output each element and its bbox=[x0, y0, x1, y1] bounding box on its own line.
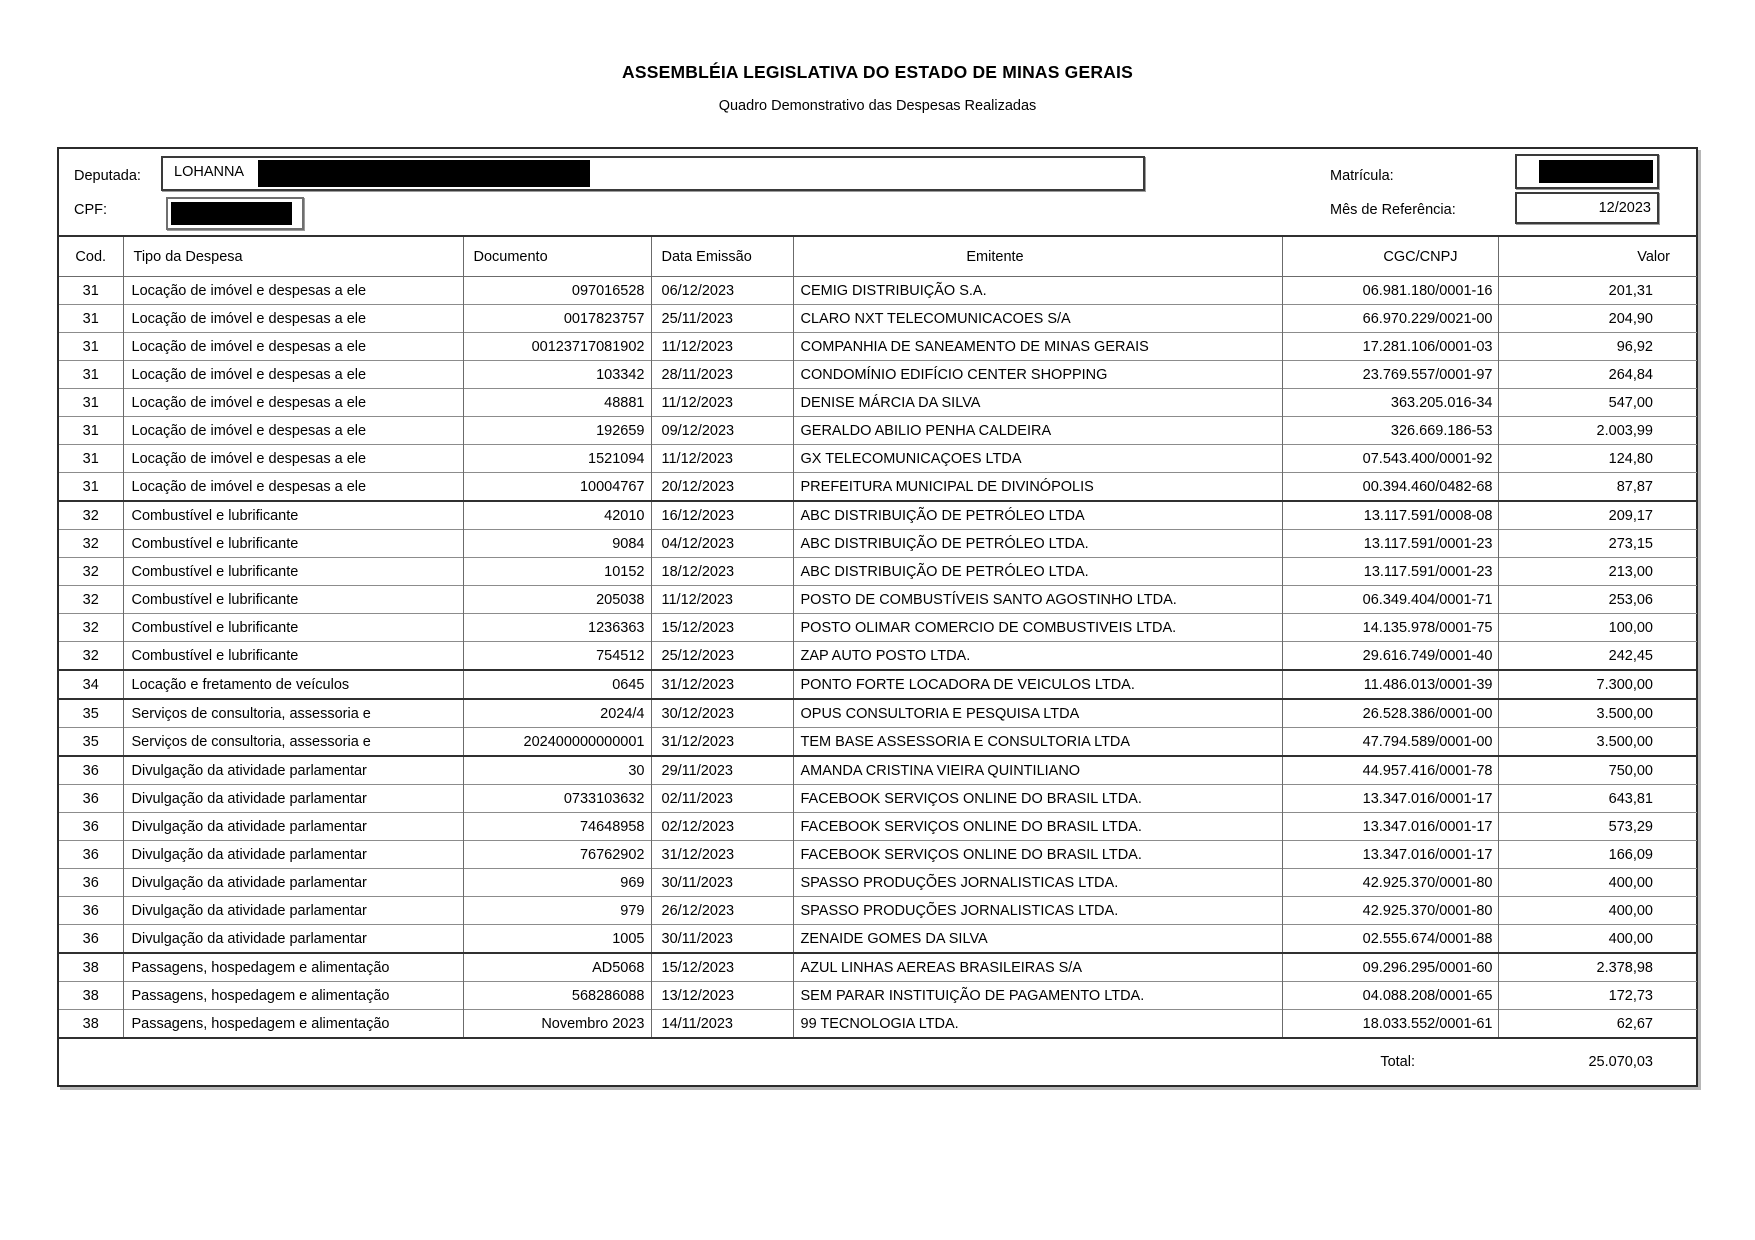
cell-documento: 1521094 bbox=[463, 445, 651, 473]
cell-cgc-cnpj: 11.486.013/0001-39 bbox=[1282, 670, 1498, 699]
cell-cgc-cnpj: 06.349.404/0001-71 bbox=[1282, 586, 1498, 614]
cell-tipo: Divulgação da atividade parlamentar bbox=[123, 813, 463, 841]
cell-data-emissao: 13/12/2023 bbox=[651, 982, 793, 1010]
cell-documento: 1005 bbox=[463, 925, 651, 954]
cell-cgc-cnpj: 26.528.386/0001-00 bbox=[1282, 699, 1498, 728]
table-row bbox=[59, 417, 1697, 445]
cell-cod: 31 bbox=[82, 282, 99, 299]
cell-valor: 2.378,98 bbox=[1498, 953, 1697, 982]
column-header-cgc-cnpj: CGC/CNPJ bbox=[1282, 236, 1498, 277]
cell-emitente: SPASSO PRODUÇÕES JORNALISTICAS LTDA. bbox=[793, 897, 1282, 925]
table-row bbox=[59, 305, 1697, 333]
cell-emitente: 99 TECNOLOGIA LTDA. bbox=[793, 1010, 1282, 1039]
cell-valor: 573,29 bbox=[1498, 813, 1697, 841]
cell-tipo: Combustível e lubrificante bbox=[123, 501, 463, 530]
table-row bbox=[59, 586, 1697, 614]
cell-cgc-cnpj: 13.347.016/0001-17 bbox=[1282, 841, 1498, 869]
cell-cod: 36 bbox=[59, 897, 123, 925]
matricula-redaction-box bbox=[1539, 160, 1653, 183]
cell-documento: 76762902 bbox=[463, 841, 651, 869]
cell-cod: 38 bbox=[59, 982, 123, 1010]
cell-cod: 35 bbox=[59, 728, 123, 757]
cell-emitente: FACEBOOK SERVIÇOS ONLINE DO BRASIL LTDA. bbox=[793, 841, 1282, 869]
cell-tipo: Locação de imóvel e despesas a ele bbox=[123, 445, 463, 473]
cell-cod: 32 bbox=[59, 530, 123, 558]
cell-documento: AD5068 bbox=[463, 953, 651, 982]
cell-cod: 32 bbox=[59, 614, 123, 642]
cell-emitente: POSTO OLIMAR COMERCIO DE COMBUSTIVEIS LTDA. bbox=[793, 614, 1282, 642]
total-row bbox=[59, 1038, 1697, 1085]
deputada-redaction-box bbox=[258, 160, 590, 187]
cell-valor: 213,00 bbox=[1498, 558, 1697, 586]
cell-data-emissao: 29/11/2023 bbox=[651, 756, 793, 785]
table-row bbox=[59, 445, 1697, 473]
cell-data-emissao: 20/12/2023 bbox=[651, 473, 793, 502]
cell-tipo: Combustível e lubrificante bbox=[123, 642, 463, 671]
cell-valor: 166,09 bbox=[1498, 841, 1697, 869]
cell-data-emissao: 15/12/2023 bbox=[651, 953, 793, 982]
cell-valor: 264,84 bbox=[1498, 361, 1697, 389]
table-row bbox=[59, 728, 1697, 757]
cpf-redaction-box bbox=[171, 202, 292, 225]
page-subtitle: Quadro Demonstrativo das Despesas Realizadas bbox=[718, 98, 1037, 114]
table-row bbox=[59, 614, 1697, 642]
cell-data-emissao: 31/12/2023 bbox=[651, 670, 793, 699]
cell-cod: 31 bbox=[59, 473, 123, 502]
cell-cgc-cnpj: 44.957.416/0001-78 bbox=[1282, 756, 1498, 785]
cell-tipo: Combustível e lubrificante bbox=[123, 530, 463, 558]
table-row bbox=[59, 361, 1697, 389]
column-header-tipo: Tipo da Despesa bbox=[123, 236, 463, 277]
cell-data-emissao: 25/11/2023 bbox=[651, 305, 793, 333]
cell-cgc-cnpj: 14.135.978/0001-75 bbox=[1282, 614, 1498, 642]
cell-tipo: Locação de imóvel e despesas a ele bbox=[123, 473, 463, 502]
cell-cod: 35 bbox=[59, 699, 123, 728]
expenses-table-body bbox=[59, 277, 1697, 1039]
table-row bbox=[59, 813, 1697, 841]
cell-tipo: Serviços de consultoria, assessoria e bbox=[123, 728, 463, 757]
cell-data-emissao: 30/12/2023 bbox=[651, 699, 793, 728]
column-header-documento: Documento bbox=[463, 236, 651, 277]
cell-valor: 62,67 bbox=[1498, 1010, 1697, 1039]
table-row bbox=[59, 699, 1697, 728]
cell-emitente: GERALDO ABILIO PENHA CALDEIRA bbox=[793, 417, 1282, 445]
cell-tipo: Locação de imóvel e despesas a ele bbox=[123, 389, 463, 417]
cell-emitente: ZENAIDE GOMES DA SILVA bbox=[793, 925, 1282, 954]
table-row bbox=[59, 869, 1697, 897]
cell-cod: 32 bbox=[59, 558, 123, 586]
cell-tipo: Divulgação da atividade parlamentar bbox=[123, 869, 463, 897]
cell-emitente: TEM BASE ASSESSORIA E CONSULTORIA LTDA bbox=[793, 728, 1282, 757]
cell-cod: 31 bbox=[59, 305, 123, 333]
cell-tipo: Locação de imóvel e despesas a ele bbox=[123, 417, 463, 445]
column-header-data-emissao: Data Emissão bbox=[651, 236, 793, 277]
table-row bbox=[59, 982, 1697, 1010]
cell-tipo: Passagens, hospedagem e alimentação bbox=[123, 1010, 463, 1039]
cell-documento: Novembro 2023 bbox=[463, 1010, 651, 1039]
cell-data-emissao: 02/11/2023 bbox=[651, 785, 793, 813]
cell-cgc-cnpj: 13.347.016/0001-17 bbox=[1282, 785, 1498, 813]
cell-data-emissao: 28/11/2023 bbox=[651, 361, 793, 389]
cell-data-emissao: 31/12/2023 bbox=[651, 841, 793, 869]
cell-cgc-cnpj: 02.555.674/0001-88 bbox=[1282, 925, 1498, 954]
cell-emitente: ZAP AUTO POSTO LTDA. bbox=[793, 642, 1282, 671]
cell-valor: 3.500,00 bbox=[1498, 728, 1697, 757]
cell-emitente: PREFEITURA MUNICIPAL DE DIVINÓPOLIS bbox=[793, 473, 1282, 502]
table-row bbox=[59, 670, 1697, 699]
cell-cod: 32 bbox=[59, 501, 123, 530]
cell-tipo: Divulgação da atividade parlamentar bbox=[123, 841, 463, 869]
cell-documento: 205038 bbox=[463, 586, 651, 614]
table-row bbox=[59, 756, 1697, 785]
cell-cod: 36 bbox=[59, 869, 123, 897]
table-row bbox=[59, 473, 1697, 502]
cell-documento: 754512 bbox=[463, 642, 651, 671]
deputada-value: LOHANNA bbox=[174, 164, 245, 180]
column-header-valor: Valor bbox=[1498, 236, 1697, 277]
cell-emitente: ABC DISTRIBUIÇÃO DE PETRÓLEO LTDA. bbox=[793, 530, 1282, 558]
cell-valor: 7.300,00 bbox=[1498, 670, 1697, 699]
cell-data-emissao: 16/12/2023 bbox=[651, 501, 793, 530]
cpf-label: CPF: bbox=[74, 202, 108, 218]
total-value: 25.070,03 bbox=[1498, 1038, 1697, 1085]
cell-valor: 547,00 bbox=[1498, 389, 1697, 417]
cell-cod: 34 bbox=[59, 670, 123, 699]
cell-tipo: Combustível e lubrificante bbox=[123, 614, 463, 642]
cell-emitente: OPUS CONSULTORIA E PESQUISA LTDA bbox=[793, 699, 1282, 728]
cell-valor: 124,80 bbox=[1498, 445, 1697, 473]
deputada-label: Deputada: bbox=[74, 168, 141, 184]
cell-emitente: SEM PARAR INSTITUIÇÃO DE PAGAMENTO LTDA. bbox=[793, 982, 1282, 1010]
cell-documento: 979 bbox=[463, 897, 651, 925]
table-row bbox=[59, 333, 1697, 361]
cell-cgc-cnpj: 66.970.229/0021-00 bbox=[1282, 305, 1498, 333]
cell-emitente: COMPANHIA DE SANEAMENTO DE MINAS GERAIS bbox=[793, 333, 1282, 361]
cell-emitente: CONDOMÍNIO EDIFÍCIO CENTER SHOPPING bbox=[793, 361, 1282, 389]
cell-emitente: FACEBOOK SERVIÇOS ONLINE DO BRASIL LTDA. bbox=[793, 813, 1282, 841]
cell-emitente: PONTO FORTE LOCADORA DE VEICULOS LTDA. bbox=[793, 670, 1282, 699]
cell-emitente: AMANDA CRISTINA VIEIRA QUINTILIANO bbox=[793, 756, 1282, 785]
cell-documento: 202400000000001 bbox=[463, 728, 651, 757]
cell-cgc-cnpj: 07.543.400/0001-92 bbox=[1282, 445, 1498, 473]
cell-data-emissao: 11/12/2023 bbox=[651, 445, 793, 473]
cell-cod: 36 bbox=[59, 785, 123, 813]
cell-cgc-cnpj: 13.117.591/0008-08 bbox=[1282, 501, 1498, 530]
cell-tipo: Locação de imóvel e despesas a ele bbox=[123, 305, 463, 333]
table-row bbox=[59, 501, 1697, 530]
cell-data-emissao: 30/11/2023 bbox=[651, 869, 793, 897]
matricula-input[interactable] bbox=[1515, 154, 1659, 189]
cell-cgc-cnpj: 18.033.552/0001-61 bbox=[1282, 1010, 1498, 1039]
cell-emitente: ABC DISTRIBUIÇÃO DE PETRÓLEO LTDA. bbox=[793, 558, 1282, 586]
cell-emitente: CEMIG DISTRIBUIÇÃO S.A. bbox=[793, 277, 1282, 305]
cell-documento: 1236363 bbox=[463, 614, 651, 642]
cell-emitente: GX TELECOMUNICAÇOES LTDA bbox=[793, 445, 1282, 473]
cell-valor: 400,00 bbox=[1498, 869, 1697, 897]
cell-cgc-cnpj: 04.088.208/0001-65 bbox=[1282, 982, 1498, 1010]
cell-documento: 74648958 bbox=[463, 813, 651, 841]
cell-cod: 31 bbox=[59, 361, 123, 389]
table-row bbox=[59, 558, 1697, 586]
cell-emitente: SPASSO PRODUÇÕES JORNALISTICAS LTDA. bbox=[793, 869, 1282, 897]
cell-tipo: Serviços de consultoria, assessoria e bbox=[123, 699, 463, 728]
cell-data-emissao: 25/12/2023 bbox=[651, 642, 793, 671]
cell-cgc-cnpj: 23.769.557/0001-97 bbox=[1282, 361, 1498, 389]
cell-emitente: POSTO DE COMBUSTÍVEIS SANTO AGOSTINHO LTDA. bbox=[793, 586, 1282, 614]
cell-valor: 643,81 bbox=[1498, 785, 1697, 813]
table-row bbox=[59, 1010, 1697, 1039]
cell-valor: 209,17 bbox=[1498, 501, 1697, 530]
cell-documento: 0733103632 bbox=[463, 785, 651, 813]
cell-documento: 9084 bbox=[463, 530, 651, 558]
cell-cod: 38 bbox=[59, 1010, 123, 1039]
table-row bbox=[59, 389, 1697, 417]
cell-cgc-cnpj: 363.205.016-34 bbox=[1282, 389, 1498, 417]
cell-cgc-cnpj: 326.669.186-53 bbox=[1282, 417, 1498, 445]
cell-tipo: Combustível e lubrificante bbox=[123, 558, 463, 586]
cell-emitente: CLARO NXT TELECOMUNICACOES S/A bbox=[793, 305, 1282, 333]
cell-cgc-cnpj: 09.296.295/0001-60 bbox=[1282, 953, 1498, 982]
cell-documento: 192659 bbox=[463, 417, 651, 445]
cell-documento: 00123717081902 bbox=[463, 333, 651, 361]
cell-valor: 96,92 bbox=[1498, 333, 1697, 361]
cell-documento: 568286088 bbox=[463, 982, 651, 1010]
cell-cod: 32 bbox=[59, 586, 123, 614]
cell-valor: 204,90 bbox=[1498, 305, 1697, 333]
cell-data-emissao: 15/12/2023 bbox=[651, 614, 793, 642]
cell-valor: 87,87 bbox=[1498, 473, 1697, 502]
cell-data-emissao: 30/11/2023 bbox=[651, 925, 793, 954]
cell-documento: 48881 bbox=[463, 389, 651, 417]
table-row bbox=[59, 925, 1697, 954]
expenses-table bbox=[59, 235, 1697, 1085]
table-row bbox=[59, 841, 1697, 869]
cell-emitente: DENISE MÁRCIA DA SILVA bbox=[793, 389, 1282, 417]
table-header-row bbox=[59, 236, 1697, 277]
cell-documento: 30 bbox=[463, 756, 651, 785]
cell-documento: 42010 bbox=[463, 501, 651, 530]
cell-tipo: Divulgação da atividade parlamentar bbox=[123, 897, 463, 925]
cell-valor: 400,00 bbox=[1498, 925, 1697, 954]
cell-emitente: ABC DISTRIBUIÇÃO DE PETRÓLEO LTDA bbox=[793, 501, 1282, 530]
cell-cod: 32 bbox=[59, 642, 123, 671]
cell-data-emissao: 18/12/2023 bbox=[651, 558, 793, 586]
cell-documento: 0645 bbox=[463, 670, 651, 699]
cell-cod: 31 bbox=[59, 445, 123, 473]
cell-cgc-cnpj: 29.616.749/0001-40 bbox=[1282, 642, 1498, 671]
table-row bbox=[59, 530, 1697, 558]
cell-valor: 750,00 bbox=[1498, 756, 1697, 785]
cell-tipo: Locação de imóvel e despesas a ele bbox=[123, 277, 463, 305]
cell-tipo: Locação e fretamento de veículos bbox=[123, 670, 463, 699]
mes-referencia-input[interactable] bbox=[1515, 192, 1659, 224]
cell-valor: 172,73 bbox=[1498, 982, 1697, 1010]
cell-data-emissao: 06/12/2023 bbox=[651, 277, 793, 305]
cell-documento: 969 bbox=[463, 869, 651, 897]
cell-tipo: Divulgação da atividade parlamentar bbox=[123, 785, 463, 813]
cell-documento: 10152 bbox=[463, 558, 651, 586]
cell-cod: 36 bbox=[59, 756, 123, 785]
report-sheet bbox=[57, 147, 1698, 1087]
cell-documento: 2024/4 bbox=[463, 699, 651, 728]
cell-cgc-cnpj: 00.394.460/0482-68 bbox=[1282, 473, 1498, 502]
page-title: ASSEMBLÉIA LEGISLATIVA DO ESTADO DE MINAS GERAIS bbox=[622, 62, 1133, 82]
cell-valor: 201,31 bbox=[1498, 277, 1697, 305]
cell-documento: 10004767 bbox=[463, 473, 651, 502]
cell-tipo: Divulgação da atividade parlamentar bbox=[123, 756, 463, 785]
cell-tipo: Passagens, hospedagem e alimentação bbox=[123, 982, 463, 1010]
table-row bbox=[59, 897, 1697, 925]
cell-emitente: AZUL LINHAS AEREAS BRASILEIRAS S/A bbox=[793, 953, 1282, 982]
table-row bbox=[59, 277, 1697, 305]
cell-cgc-cnpj: 42.925.370/0001-80 bbox=[1282, 869, 1498, 897]
cell-cod: 36 bbox=[59, 841, 123, 869]
cell-cgc-cnpj: 47.794.589/0001-00 bbox=[1282, 728, 1498, 757]
cell-cod: 31 bbox=[59, 389, 123, 417]
cell-data-emissao: 31/12/2023 bbox=[651, 728, 793, 757]
cell-tipo: Locação de imóvel e despesas a ele bbox=[123, 333, 463, 361]
cell-data-emissao: 04/12/2023 bbox=[651, 530, 793, 558]
table-row bbox=[59, 642, 1697, 671]
cell-tipo: Combustível e lubrificante bbox=[123, 586, 463, 614]
matricula-label: Matrícula: bbox=[1330, 168, 1394, 184]
cell-valor: 253,06 bbox=[1498, 586, 1697, 614]
cell-documento: 103342 bbox=[463, 361, 651, 389]
cell-data-emissao: 11/12/2023 bbox=[651, 586, 793, 614]
cell-data-emissao: 02/12/2023 bbox=[651, 813, 793, 841]
table-row bbox=[59, 953, 1697, 982]
cell-cgc-cnpj: 13.117.591/0001-23 bbox=[1282, 530, 1498, 558]
header-form bbox=[59, 149, 1696, 235]
column-header-emitente: Emitente bbox=[793, 236, 1282, 277]
cell-data-emissao: 11/12/2023 bbox=[651, 389, 793, 417]
cell-valor: 3.500,00 bbox=[1498, 699, 1697, 728]
mes-referencia-label: Mês de Referência: bbox=[1330, 202, 1456, 218]
cell-valor: 2.003,99 bbox=[1498, 417, 1697, 445]
cell-valor: 273,15 bbox=[1498, 530, 1697, 558]
cell-cgc-cnpj: 06.981.180/0001-16 bbox=[1282, 277, 1498, 305]
cell-tipo: Passagens, hospedagem e alimentação bbox=[123, 953, 463, 982]
cell-cgc-cnpj: 13.117.591/0001-23 bbox=[1282, 558, 1498, 586]
cell-tipo: Divulgação da atividade parlamentar bbox=[123, 925, 463, 954]
cell-documento: 097016528 bbox=[463, 277, 651, 305]
cell-data-emissao: 26/12/2023 bbox=[651, 897, 793, 925]
cell-data-emissao: 11/12/2023 bbox=[651, 333, 793, 361]
cell-cgc-cnpj: 42.925.370/0001-80 bbox=[1282, 897, 1498, 925]
cell-tipo: Locação de imóvel e despesas a ele bbox=[123, 361, 463, 389]
cell-documento: 0017823757 bbox=[463, 305, 651, 333]
cell-cod: 36 bbox=[59, 925, 123, 954]
cell-data-emissao: 09/12/2023 bbox=[651, 417, 793, 445]
cpf-input[interactable] bbox=[166, 197, 304, 230]
cell-valor: 100,00 bbox=[1498, 614, 1697, 642]
deputada-input[interactable] bbox=[161, 156, 1145, 191]
cell-cod: 31 bbox=[59, 417, 123, 445]
cell-cod: 31 bbox=[59, 333, 123, 361]
cell-cgc-cnpj: 13.347.016/0001-17 bbox=[1282, 813, 1498, 841]
cell-emitente: FACEBOOK SERVIÇOS ONLINE DO BRASIL LTDA. bbox=[793, 785, 1282, 813]
cell-cod: 38 bbox=[59, 953, 123, 982]
cell-cod: 36 bbox=[59, 813, 123, 841]
column-header-cod: Cod. bbox=[59, 236, 123, 277]
table-row bbox=[59, 785, 1697, 813]
cell-valor: 242,45 bbox=[1498, 642, 1697, 671]
cell-data-emissao: 14/11/2023 bbox=[651, 1010, 793, 1039]
total-label: Total: bbox=[59, 1038, 1498, 1085]
mes-referencia-value: 12/2023 bbox=[1598, 200, 1651, 216]
cell-valor: 400,00 bbox=[1498, 897, 1697, 925]
cell-cgc-cnpj: 17.281.106/0001-03 bbox=[1282, 333, 1498, 361]
